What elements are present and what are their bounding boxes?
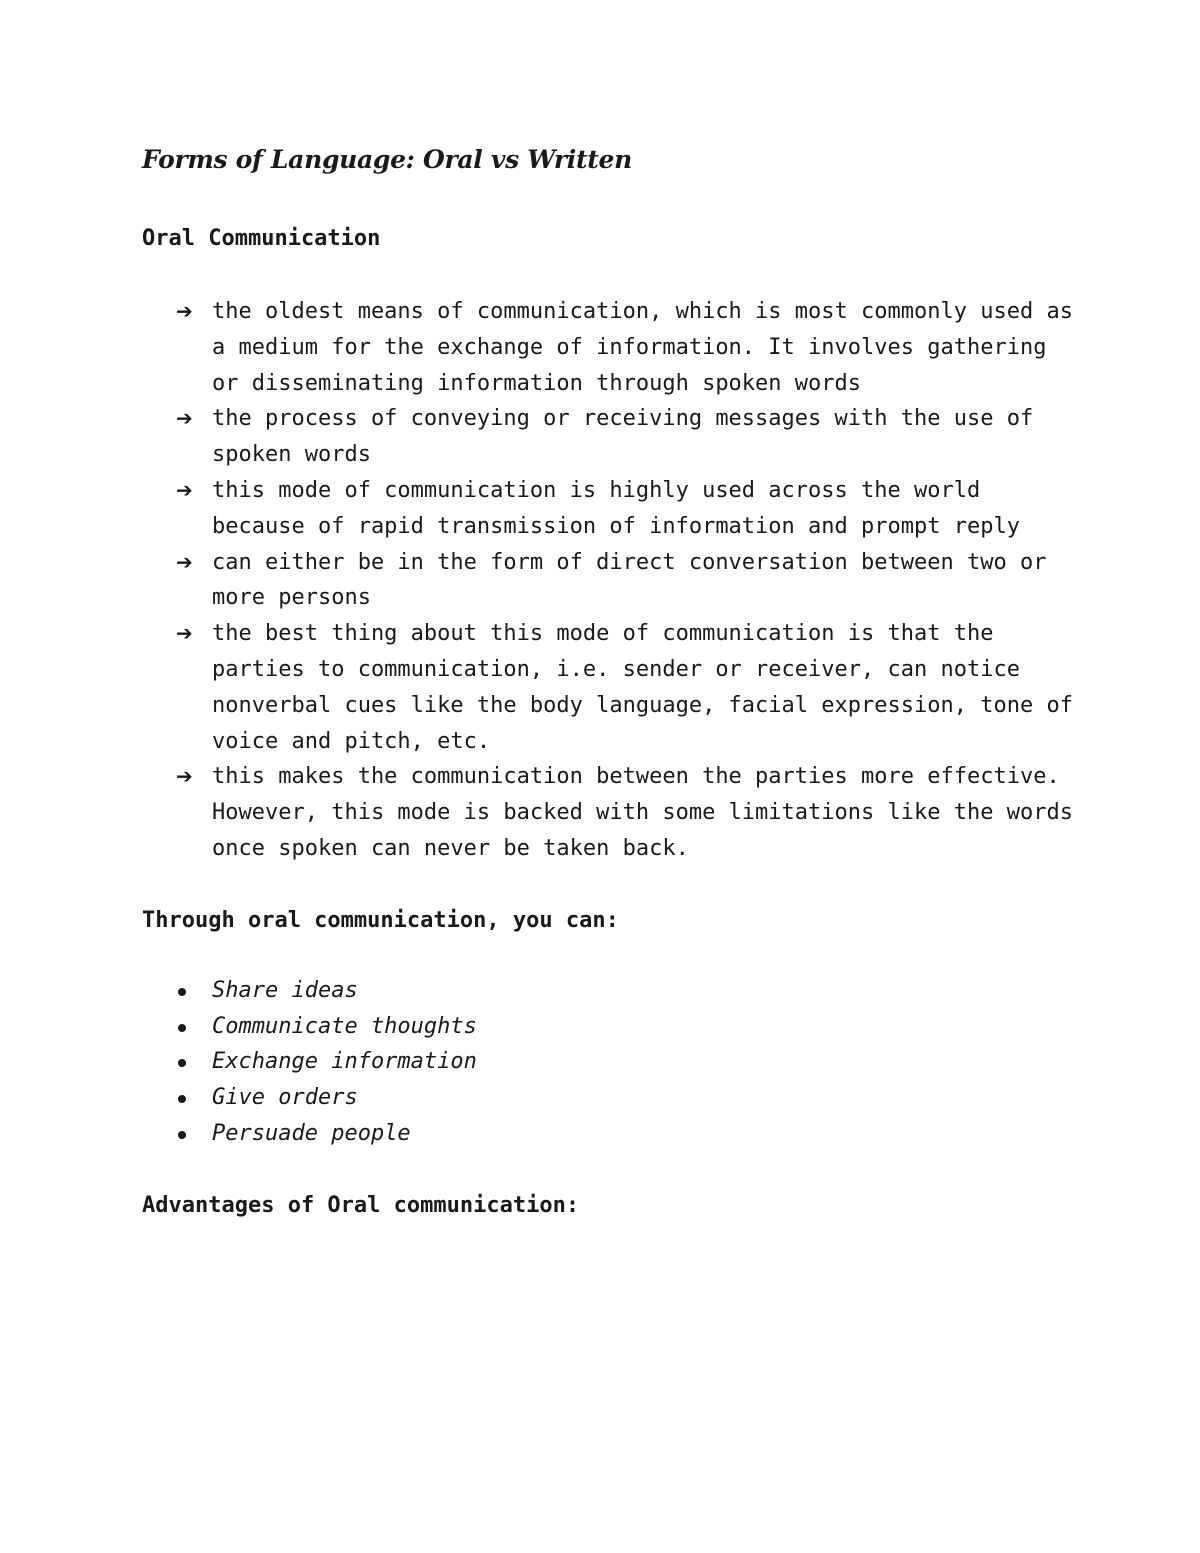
- document-title: Forms of Language: Oral vs Written: [142, 145, 632, 174]
- bullet-icon: [178, 1024, 186, 1032]
- list-item-text: the oldest means of communication, which is most commonly used as a medium for the exchange of information. It involves gathering or disseminating information through spoken words: [212, 299, 1073, 396]
- list-item: [142, 545, 1082, 617]
- uses-list: [142, 973, 1082, 1152]
- list-item: [142, 759, 1082, 866]
- list-item: [142, 294, 1082, 401]
- list-item: [142, 473, 1082, 545]
- list-item: [142, 401, 1082, 473]
- list-item-text: Communicate thoughts: [212, 1013, 477, 1039]
- list-item-text: can either be in the form of direct conversation between two or more persons: [212, 549, 1047, 611]
- list-item-text: this makes the communication between the parties more effective. However, this mode is backed with some limitations like the words once spoken can never be taken back.: [212, 764, 1073, 861]
- list-item-text: this mode of communication is highly used across the world because of rapid transmission of information and prompt reply: [212, 477, 1020, 539]
- bullet-icon: [178, 1095, 186, 1103]
- list-item: [142, 973, 1082, 1009]
- list-item: [142, 1009, 1082, 1045]
- section-heading-oral-communication: Oral Communication: [142, 226, 381, 251]
- list-item: [142, 1044, 1082, 1080]
- list-item-text: Exchange information: [212, 1049, 477, 1075]
- arrow-icon: ➔: [176, 764, 193, 789]
- list-item: [142, 1080, 1082, 1116]
- bullet-icon: [178, 988, 186, 996]
- document-page: [142, 138, 1082, 1224]
- bullet-icon: [178, 1059, 186, 1067]
- list-item: [142, 1116, 1082, 1152]
- list-item-text: Persuade people: [212, 1120, 411, 1146]
- section-heading-uses: Through oral communication, you can:: [142, 907, 619, 933]
- list-item-text: Share ideas: [212, 977, 358, 1003]
- arrow-icon: ➔: [176, 406, 193, 431]
- list-item-text: Give orders: [212, 1085, 358, 1111]
- list-item: [142, 616, 1082, 759]
- list-item-text: the process of conveying or receiving messages with the use of spoken words: [212, 406, 1034, 468]
- arrow-icon: ➔: [176, 621, 193, 646]
- section-heading-advantages: Advantages of Oral communication:: [142, 1192, 580, 1218]
- list-item-text: the best thing about this mode of communication is that the parties to communication, i.e. sender or receiver, can notice nonverbal cues like the body language, facial expression, tone of voice and pitch, etc.: [212, 621, 1073, 754]
- bullet-icon: [178, 1131, 186, 1139]
- definition-list: [142, 294, 1082, 867]
- arrow-icon: ➔: [176, 477, 193, 502]
- arrow-icon: ➔: [176, 299, 193, 323]
- arrow-icon: ➔: [176, 549, 193, 574]
